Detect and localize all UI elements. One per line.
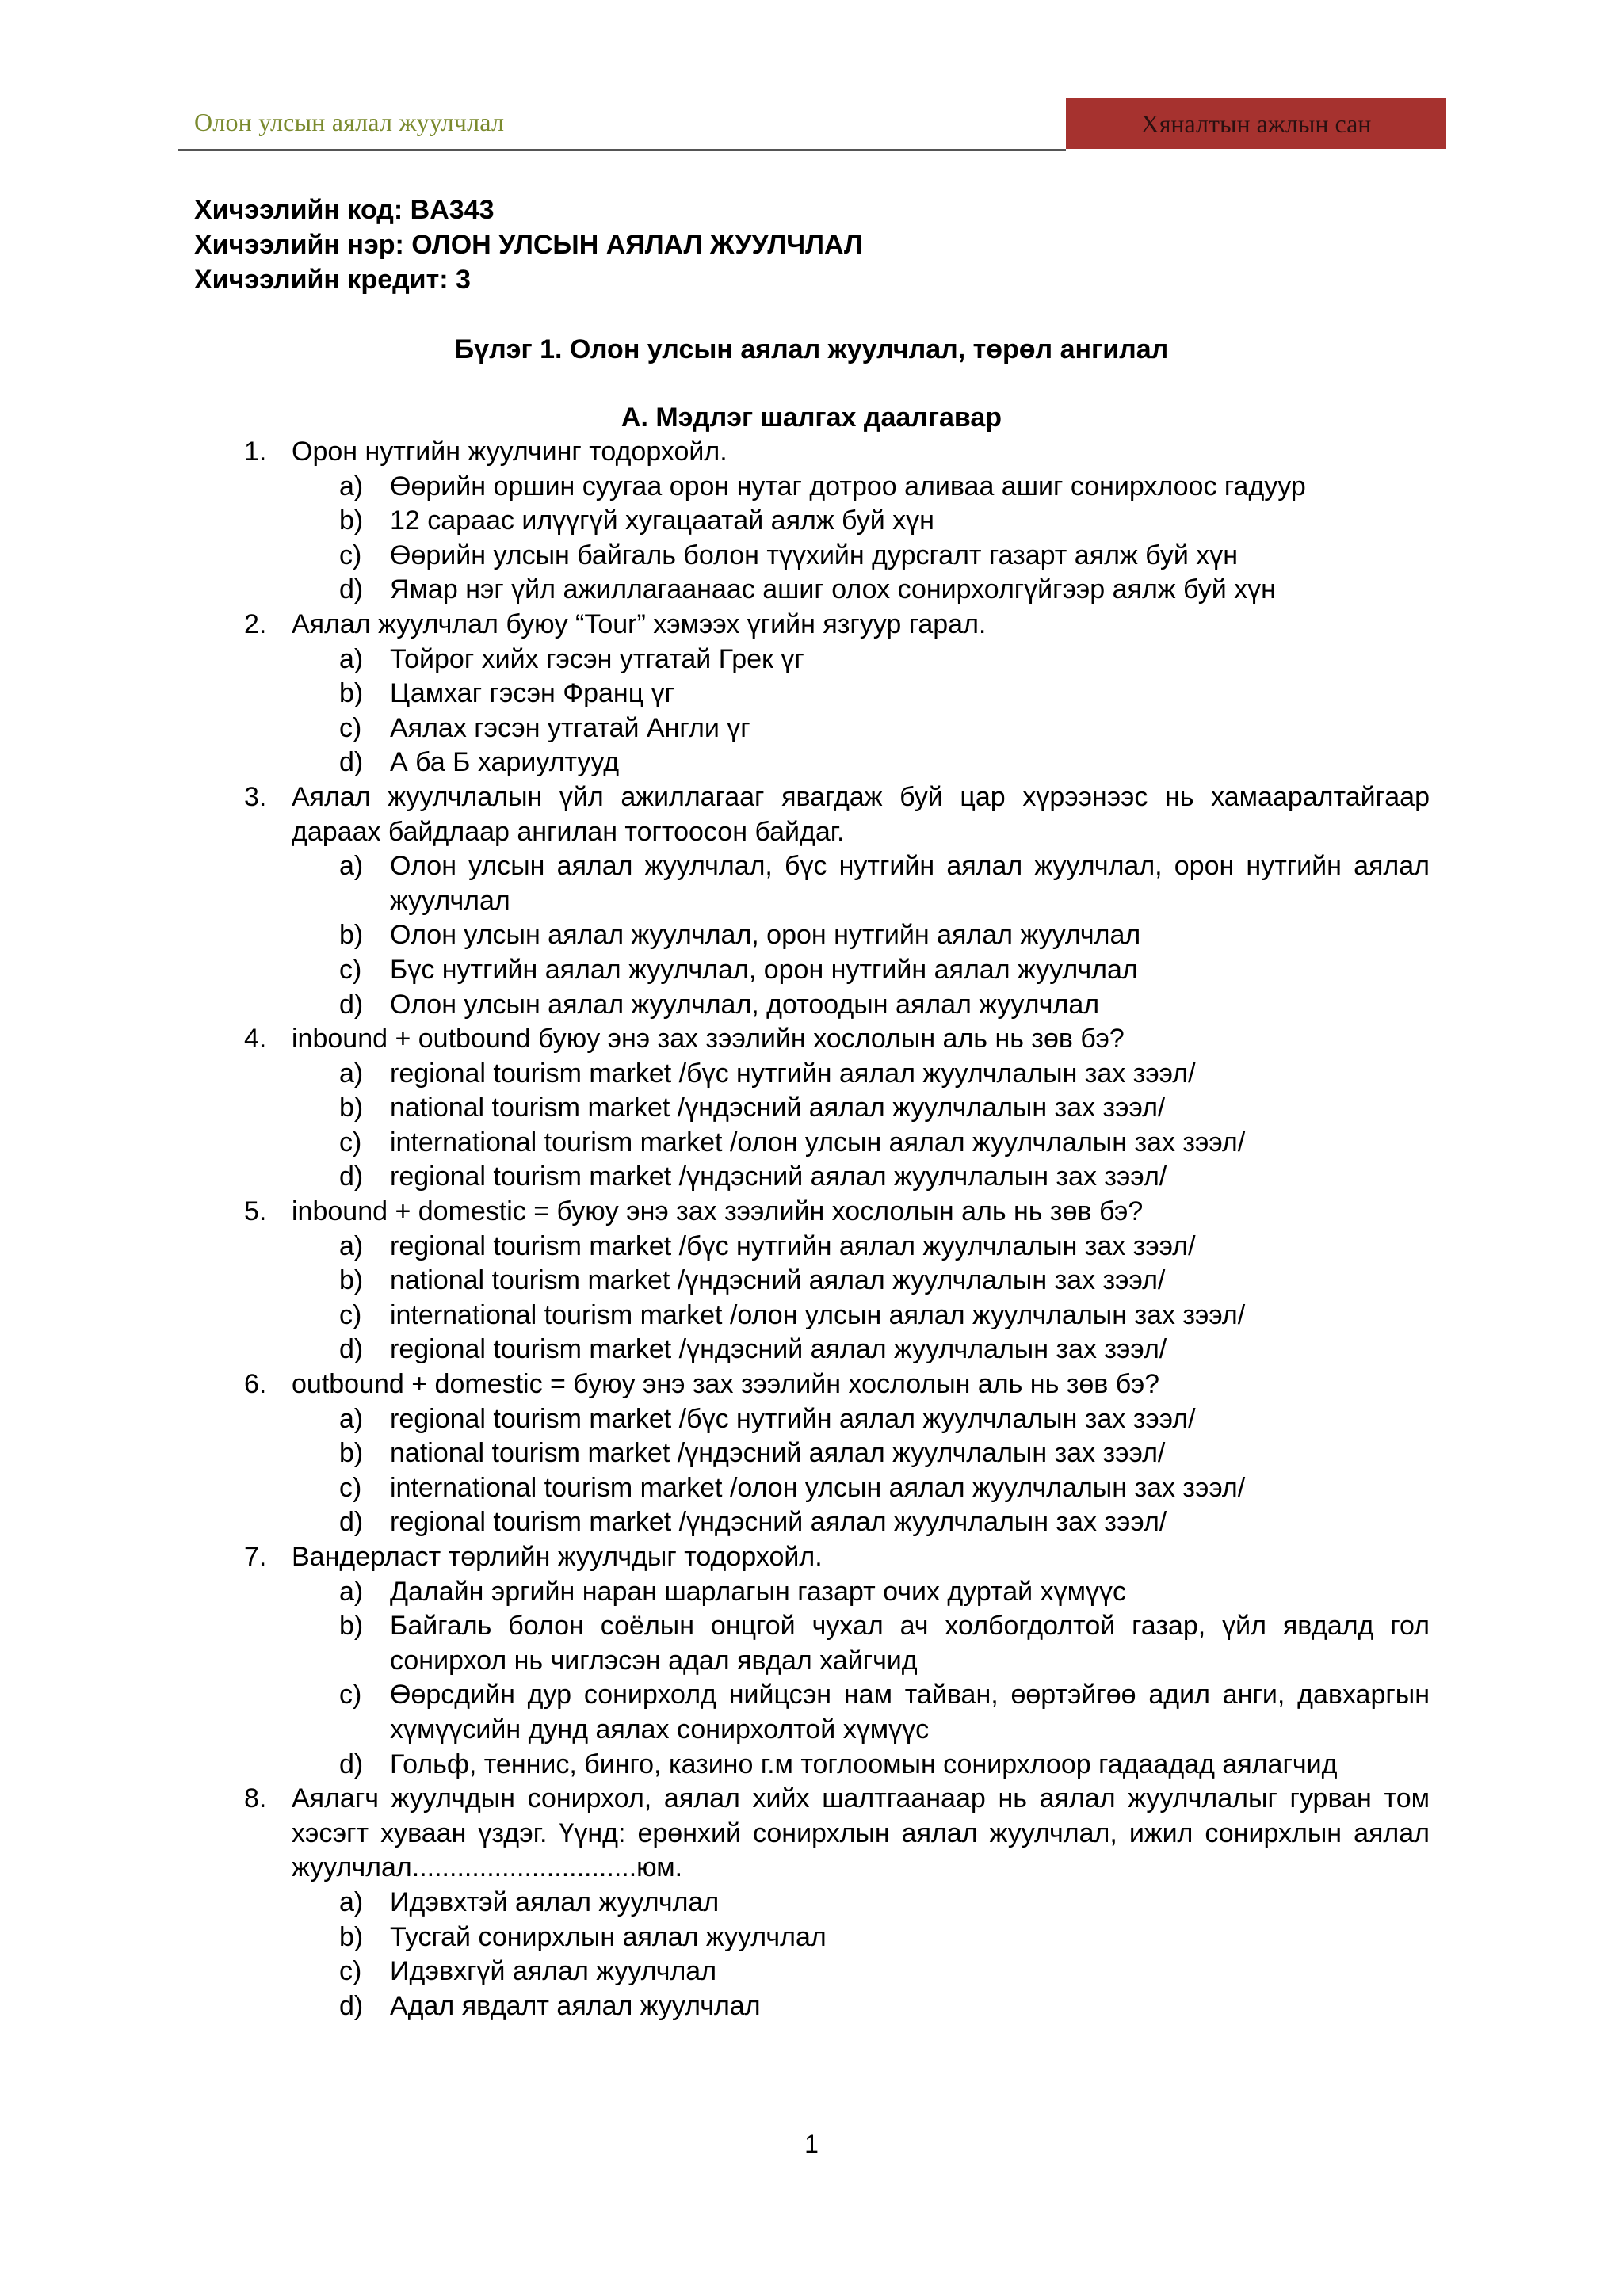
option-text: Олон улсын аялал жуулчлал, бүс нутгийн аялал жуулчлал, орон нутгийн аялал жуулчлал — [390, 851, 1430, 916]
option-letter: a) — [339, 471, 364, 502]
question-item — [244, 1367, 1430, 1402]
question-text: Аялал жуулчлалын үйл ажиллагааг явагдаж буй цар хүрээнээс нь хамааралтайгаар дараах байдлаар ангилан тогтоосон байдаг. — [292, 781, 1430, 847]
option-text: Тусгай сонирхлын аялал жуулчлал — [390, 1921, 827, 1952]
option-letter: a) — [339, 643, 364, 674]
option-letter: b) — [339, 1093, 364, 1123]
option-text: Идэвхгүй аялал жуулчлал — [390, 1956, 717, 1987]
answer-option — [244, 1126, 1430, 1161]
option-text: А ба Б хариултууд — [390, 747, 620, 778]
answer-option — [244, 1264, 1430, 1299]
option-text: national tourism market /үндэсний аялал жуулчлалын зах зээл/ — [390, 1093, 1166, 1123]
option-letter: d) — [339, 989, 364, 1020]
option-letter: b) — [339, 1921, 364, 1952]
answer-option — [244, 1955, 1430, 1989]
question-text: inbound + outbound буюу энэ зах зээлийн хослолын аль нь зөв бэ? — [292, 1024, 1125, 1055]
option-text: national tourism market /үндэсний аялал жуулчлалын зах зээл/ — [390, 1438, 1166, 1469]
answer-option — [244, 470, 1430, 505]
option-letter: c) — [339, 1127, 362, 1158]
answer-option — [244, 1748, 1430, 1783]
question-text: Вандерласт төрлийн жуулчдыг тодорхойл. — [292, 1542, 823, 1572]
question-text: outbound + domestic = буюу энэ зах зээлийн хослолын аль нь зөв бэ? — [292, 1369, 1160, 1400]
answer-option — [244, 1471, 1430, 1506]
page-number: 1 — [804, 2130, 819, 2158]
question-number: 5. — [244, 1196, 267, 1227]
answer-option — [244, 988, 1430, 1023]
chapter-title: Бүлэг 1. Олон улсын аялал жуулчлал, төрөл ангилал — [454, 334, 1169, 364]
option-letter: a) — [339, 1230, 364, 1261]
option-letter: b) — [339, 678, 364, 709]
course-name: Хичээлийн нэр: ОЛОН УЛСЫН АЯЛАЛ ЖУУЛЧЛАЛ — [194, 230, 863, 260]
question-item — [244, 1540, 1430, 1575]
option-text: Бүс нутгийн аялал жуулчлал, орон нутгийн аялал жуулчлал — [390, 954, 1138, 985]
answer-option — [244, 1609, 1430, 1678]
section-title: А. Мэдлэг шалгах даалгавар — [621, 402, 1002, 433]
course-info — [194, 193, 863, 297]
course-code: Хичээлийн код: BA343 — [194, 195, 495, 225]
header-divider — [178, 149, 1066, 151]
option-letter: d) — [339, 574, 364, 605]
option-letter: d) — [339, 747, 364, 778]
answer-option — [244, 746, 1430, 780]
answer-option — [244, 1989, 1430, 2024]
option-letter: a) — [339, 1886, 364, 1917]
answer-option — [244, 1299, 1430, 1333]
answer-option — [244, 1091, 1430, 1126]
option-letter: d) — [339, 1507, 364, 1538]
question-number: 2. — [244, 608, 267, 639]
option-text: Цамхаг гэсэн Франц үг — [390, 678, 675, 709]
question-text: Орон нутгийн жуулчинг тодорхойл. — [292, 437, 727, 467]
option-letter: d) — [339, 1334, 364, 1365]
question-item — [244, 1195, 1430, 1230]
answer-option — [244, 711, 1430, 746]
answer-option — [244, 1920, 1430, 1955]
question-text: Аялагч жуулчдын сонирхол, аялал хийх шалтгаанаар нь аялал жуулчлалыг гурван том хэсэгт хуваан үздэг. Үүнд: ерөнхий сонирхлын аялал жуулчлал, ижил сонирхлын аялал жуулчлал..............................юм. — [292, 1783, 1430, 1883]
answer-option — [244, 1886, 1430, 1920]
header-document-title: Олон улсын аялал жуулчлал — [194, 108, 505, 136]
option-text: 12 сараас илүүгүй хугацаатай аялж буй хүн — [390, 505, 934, 536]
option-letter: c) — [339, 1299, 362, 1330]
question-number: 3. — [244, 781, 267, 812]
answer-option — [244, 1436, 1430, 1471]
option-letter: d) — [339, 1749, 364, 1779]
option-text: regional tourism market /үндэсний аялал жуулчлалын зах зээл/ — [390, 1334, 1167, 1365]
option-text: Тойрог хийх гэсэн утгатай Грек үг — [390, 643, 804, 674]
option-text: regional tourism market /бүс нутгийн аялал жуулчлалын зах зээл/ — [390, 1403, 1196, 1434]
question-list — [244, 435, 1430, 2023]
answer-option — [244, 504, 1430, 539]
answer-option — [244, 677, 1430, 711]
question-number: 7. — [244, 1542, 267, 1572]
option-text: regional tourism market /бүс нутгийн аялал жуулчлалын зах зээл/ — [390, 1230, 1196, 1261]
option-letter: b) — [339, 920, 364, 951]
option-letter: a) — [339, 1058, 364, 1089]
option-text: Далайн эргийн наран шарлагын газарт очих дуртай хүмүүс — [390, 1576, 1126, 1607]
option-letter: d) — [339, 1161, 364, 1192]
option-letter: c) — [339, 540, 362, 570]
question-item — [244, 780, 1430, 849]
question-item — [244, 1022, 1430, 1057]
option-letter: b) — [339, 1265, 364, 1296]
question-text: inbound + domestic = буюу энэ зах зээлийн хослолын аль нь зөв бэ? — [292, 1196, 1144, 1227]
option-text: national tourism market /үндэсний аялал жуулчлалын зах зээл/ — [390, 1265, 1166, 1296]
question-number: 6. — [244, 1369, 267, 1400]
answer-option — [244, 1505, 1430, 1540]
question-item — [244, 435, 1430, 470]
option-text: Өөрийн оршин суугаа орон нутаг дотроо аливаа ашиг сонирхлоос гадуур — [390, 471, 1306, 502]
question-item — [244, 608, 1430, 643]
course-credit: Хичээлийн кредит: 3 — [194, 265, 471, 295]
question-number: 1. — [244, 437, 267, 467]
answer-option — [244, 1160, 1430, 1195]
option-text: Аялах гэсэн утгатай Англи үг — [390, 712, 750, 743]
answer-option — [244, 1230, 1430, 1264]
option-text: Байгаль болон соёлын онцгой чухал ач холбогдолтой газар, үйл явдалд гол сонирхол нь чиглэсэн адал явдал хайгчид — [390, 1611, 1430, 1676]
option-text: Олон улсын аялал жуулчлал, дотоодын аялал жуулчлал — [390, 989, 1100, 1020]
answer-option — [244, 1678, 1430, 1747]
question-number: 8. — [244, 1783, 267, 1814]
option-letter: b) — [339, 505, 364, 536]
option-text: Идэвхтэй аялал жуулчлал — [390, 1886, 720, 1917]
answer-option — [244, 1333, 1430, 1367]
option-text: international tourism market /олон улсын аялал жуулчлалын зах зээл/ — [390, 1127, 1246, 1158]
option-letter: c) — [339, 1680, 362, 1711]
answer-option — [244, 953, 1430, 988]
option-letter: d) — [339, 1990, 364, 2021]
option-text: regional tourism market /үндэсний аялал жуулчлалын зах зээл/ — [390, 1161, 1167, 1192]
answer-option — [244, 1402, 1430, 1437]
option-letter: c) — [339, 1956, 362, 1987]
answer-option — [244, 849, 1430, 918]
answer-option — [244, 1057, 1430, 1092]
option-text: regional tourism market /үндэсний аялал жуулчлалын зах зээл/ — [390, 1507, 1167, 1538]
option-letter: a) — [339, 1403, 364, 1434]
header-section-banner: Хяналтын ажлын сан — [1066, 98, 1446, 149]
option-letter: c) — [339, 712, 362, 743]
option-letter: c) — [339, 1472, 362, 1503]
option-text: international tourism market /олон улсын аялал жуулчлалын зах зээл/ — [390, 1472, 1246, 1503]
option-letter: c) — [339, 954, 362, 985]
answer-option — [244, 573, 1430, 608]
option-text: Адал явдалт аялал жуулчлал — [390, 1990, 761, 2021]
option-letter: b) — [339, 1611, 364, 1642]
option-text: Өөрийн улсын байгаль болон түүхийн дурсгалт газарт аялж буй хүн — [390, 540, 1239, 570]
option-text: Гольф, теннис, бинго, казино г.м тоглоомын сонирхлоор гадаадад аялагчид — [390, 1749, 1338, 1779]
option-text: Олон улсын аялал жуулчлал, орон нутгийн аялал жуулчлал — [390, 920, 1141, 951]
option-text: regional tourism market /бүс нутгийн аялал жуулчлалын зах зээл/ — [390, 1058, 1196, 1089]
question-item — [244, 1782, 1430, 1886]
option-letter: b) — [339, 1438, 364, 1469]
answer-option — [244, 643, 1430, 677]
option-text: Ямар нэг үйл ажиллагаанаас ашиг олох сонирхолгүйгээр аялж буй хүн — [390, 574, 1276, 605]
answer-option — [244, 1575, 1430, 1610]
option-letter: a) — [339, 851, 364, 882]
answer-option — [244, 539, 1430, 574]
option-text: Өөрсдийн дур сонирхолд нийцсэн нам тайван, өөртэйгөө адил анги, давхаргын хүмүүсийн дунд аялах сонирхолтой хүмүүс — [390, 1680, 1430, 1745]
option-letter: a) — [339, 1576, 364, 1607]
question-text: Аялал жуулчлал буюу “Tour” хэмээх үгийн язгуур гарал. — [292, 608, 987, 639]
option-text: international tourism market /олон улсын аялал жуулчлалын зах зээл/ — [390, 1299, 1246, 1330]
answer-option — [244, 918, 1430, 953]
question-number: 4. — [244, 1024, 267, 1055]
